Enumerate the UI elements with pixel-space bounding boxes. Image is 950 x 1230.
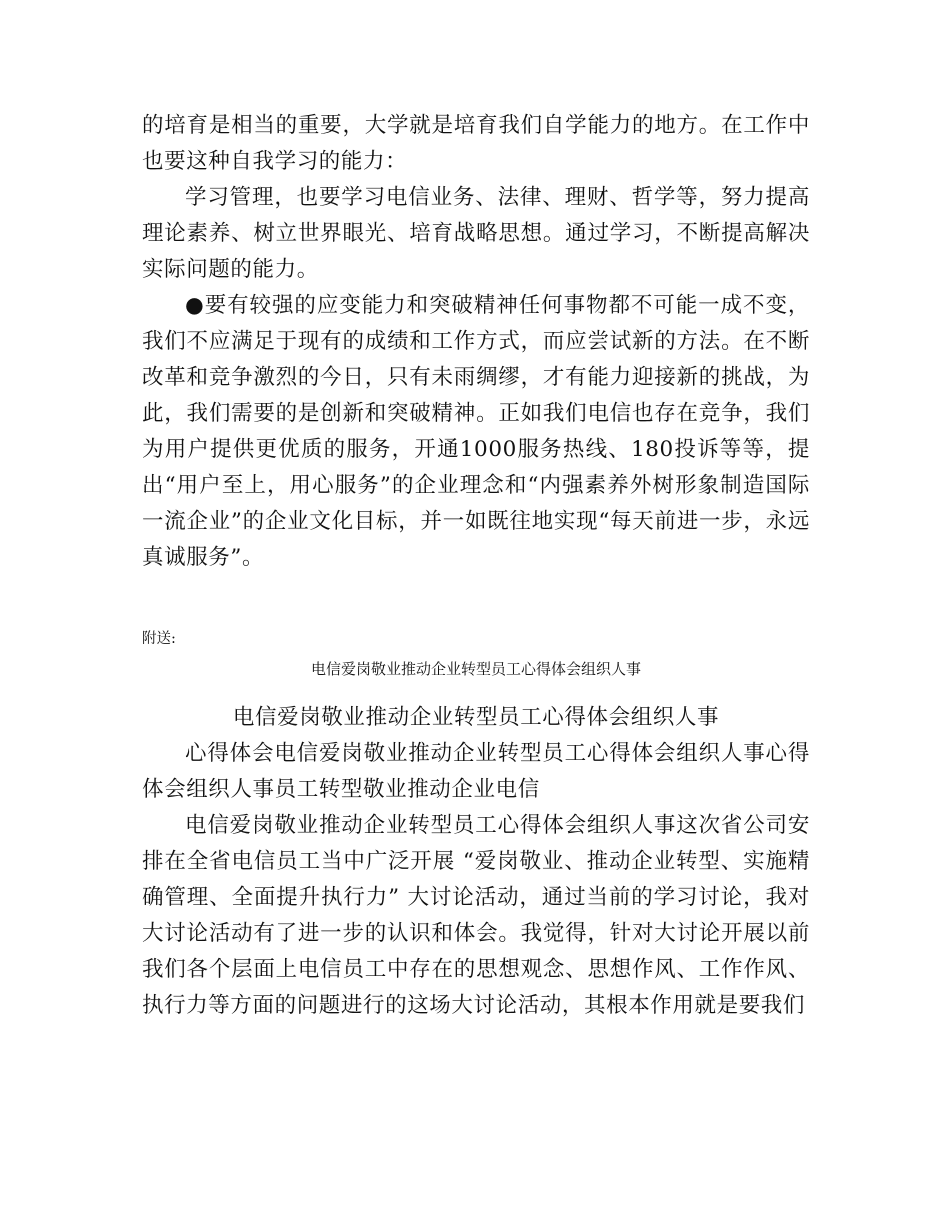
body-paragraph-2: 学习管理，也要学习电信业务、法律、理财、哲学等，努力提高理论素养、树立世界眼光、培育战略思想。通过学习，不断提高解决实际问题的能力。 — [142, 185, 810, 282]
article-paragraph-1: 心得体会电信爱岗敬业推动企业转型员工心得体会组织人事心得体会组织人事员工转型敬业推动企业电信 — [142, 741, 810, 802]
article-title: 电信爱岗敬业推动企业转型员工心得体会组织人事 — [232, 705, 720, 730]
article-paragraph-2: 电信爱岗敬业推动企业转型员工心得体会组织人事这次省公司安排在全省电信员工当中广泛开展 “爱岗敬业、推动企业转型、实施精确管理、全面提升执行力” 大讨论活动，通过当前的学习讨论，我对大讨论活动有了进一步的认识和体会。我觉得，针对大讨论开展以前我们各个层面上电信员工中存在的思想观念、思想作风、工作作风、执行力等方面的问题进行的这场大讨论活动，其根本作用就是要我们 — [142, 813, 810, 1018]
body-paragraph-3: ●要有较强的应变能力和突破精神任何事物都不可能一成不变，我们不应满足于现有的成绩和工作方式，而应尝试新的方法。在不断改革和竞争激烈的今日，只有未雨绸缪，才有能力迎接新的挑战，为此，我们需要的是创新和突破精神。正如我们电信也存在竞争，我们为用户提供更优质的服务，开通1000服务热线、180投诉等等，提出“用户至上，用心服务”的企业理念和“内强素养外树形象制造国际一流企业”的企业文化目标，并一如既往地实现“每天前进一步，永远真诚服务”。 — [142, 293, 810, 570]
attachment-small-title: 电信爱岗敬业推动企业转型员工心得体会组织人事 — [310, 660, 641, 678]
attachment-label: 附送: — [142, 631, 176, 647]
section-gap — [142, 576, 810, 628]
body-paragraph-1: 的培育是相当的重要，大学就是培育我们自学能力的地方。在工作中也要这种自我学习的能力： — [142, 113, 810, 174]
document-page — [142, 108, 810, 1024]
